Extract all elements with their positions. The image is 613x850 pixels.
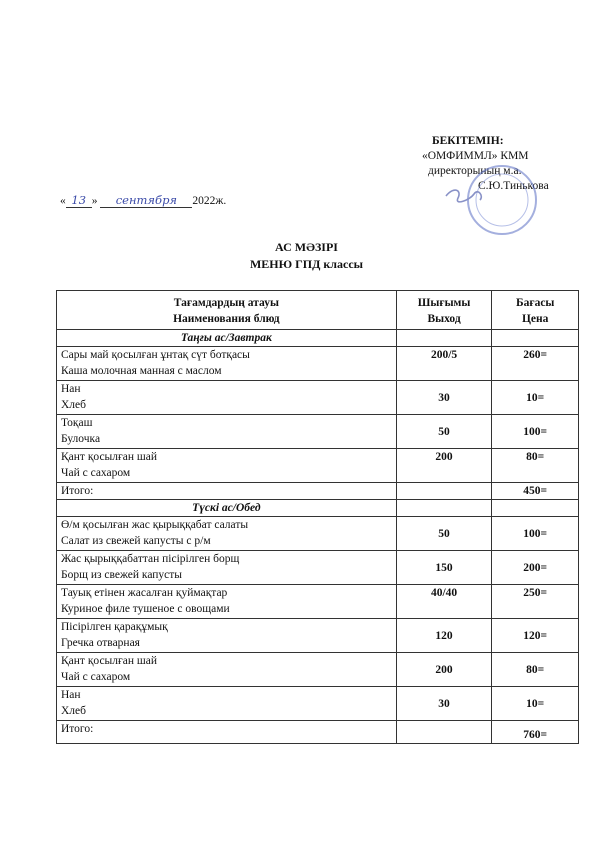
table-row: Пісірілген қарақұмық Гречка отварная 120 120= bbox=[57, 619, 579, 653]
date-day: 13 bbox=[66, 193, 92, 208]
header-yield: Шығымы Выход bbox=[396, 291, 492, 330]
date-month: сентября bbox=[100, 193, 192, 208]
header-name: Тағамдардың атауы Наименования блюд bbox=[57, 291, 397, 330]
section-title: Таңғы ас/Завтрак bbox=[57, 330, 397, 347]
approval-heading: БЕКІТЕМІН: bbox=[432, 135, 504, 147]
date-line bbox=[60, 193, 226, 208]
table-row: Жас қырыққабаттан пісірілген борщ Борщ из свежей капусты 150 200= bbox=[57, 551, 579, 585]
table-row: Тауық етінен жасалған қуймақтар Куриное филе тушеное с овощами 40/40 250= bbox=[57, 585, 579, 619]
section-row-lunch bbox=[57, 500, 579, 517]
date-close-quote: » bbox=[91, 195, 98, 207]
table-row: Тоқаш Булочка 50 100= bbox=[57, 415, 579, 449]
title-kz: АС МӘЗІРІ bbox=[275, 240, 338, 254]
date-year: 2022ж. bbox=[192, 195, 227, 207]
date-open-quote: « bbox=[60, 195, 66, 207]
header-price: Бағасы Цена bbox=[492, 291, 579, 330]
approval-role: директорының м.а. bbox=[428, 165, 522, 177]
section-row-breakfast bbox=[57, 330, 579, 347]
table-row: Сары май қосылған ұнтақ сүт ботқасы Каша молочная манная с маслом 200/5 260= bbox=[57, 347, 579, 381]
section-title: Түскі ас/Обед bbox=[57, 500, 397, 517]
approval-name: С.Ю.Тинькова bbox=[478, 180, 549, 192]
approval-org: «ОМФИММЛ» КММ bbox=[422, 150, 529, 162]
menu-title bbox=[0, 239, 613, 273]
menu-table bbox=[56, 290, 579, 744]
table-row: Нан Хлеб 30 10= bbox=[57, 687, 579, 721]
table-row: Қант қосылған шай Чай с сахаром 200 80= bbox=[57, 449, 579, 483]
table-row: Қант қосылған шай Чай с сахаром 200 80= bbox=[57, 653, 579, 687]
table-row: Нан Хлеб 30 10= bbox=[57, 381, 579, 415]
stamp-signature-icon bbox=[440, 160, 540, 240]
table-header-row bbox=[57, 291, 579, 330]
title-ru: МЕНЮ ГПД классы bbox=[249, 257, 364, 271]
table-row: Ө/м қосылған жас қырыққабат салаты Салат из свежей капусты с р/м 50 100= bbox=[57, 517, 579, 551]
total-row-breakfast: Итого: 450= bbox=[57, 483, 579, 500]
total-row-lunch: Итого: 760= bbox=[57, 721, 579, 744]
